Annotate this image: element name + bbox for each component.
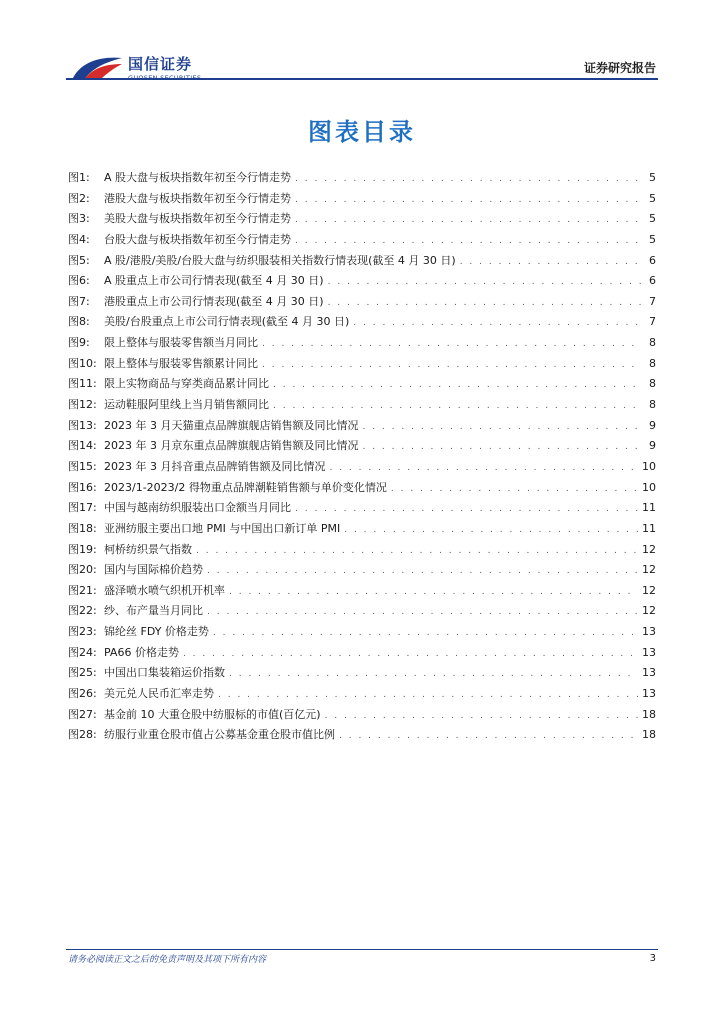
toc-entry-title: 限上实物商品与穿类商品累计同比 bbox=[104, 377, 269, 391]
guosen-logo bbox=[70, 52, 210, 86]
toc-entry-leader bbox=[207, 561, 638, 581]
toc-entry-label: 图16: bbox=[68, 480, 97, 494]
toc-entry-label: 图9: bbox=[68, 336, 90, 350]
toc-entry-leader bbox=[218, 685, 638, 705]
header-divider bbox=[66, 78, 658, 80]
toc-entry-title: 2023/1-2023/2 得物重点品牌潮鞋销售额与单价变化情况 bbox=[104, 480, 387, 494]
toc-entry-page: 13 bbox=[642, 666, 656, 680]
toc-entry-page: 11 bbox=[642, 521, 656, 535]
toc-entry[interactable] bbox=[68, 581, 656, 602]
toc-entry-label: 图15: bbox=[68, 459, 97, 473]
logo-chinese-name: 国信证券 bbox=[128, 55, 193, 73]
toc-entry[interactable] bbox=[68, 209, 656, 230]
toc-entry-leader bbox=[460, 252, 642, 272]
toc-entry-label: 图13: bbox=[68, 418, 97, 432]
toc-entry[interactable] bbox=[68, 684, 656, 705]
toc-entry-leader bbox=[329, 458, 638, 478]
toc-entry-label: 图5: bbox=[68, 253, 90, 267]
toc-entry-leader bbox=[362, 417, 642, 437]
toc-entry-label: 图18: bbox=[68, 521, 97, 535]
toc-entry[interactable] bbox=[68, 643, 656, 664]
toc-entry-label: 图11: bbox=[68, 377, 97, 391]
toc-entry-title: 台股大盘与板块指数年初至今行情走势 bbox=[104, 232, 291, 246]
toc-entry-leader bbox=[229, 582, 638, 602]
footer-divider bbox=[66, 949, 658, 950]
toc-entry-title: 美股大盘与板块指数年初至今行情走势 bbox=[104, 212, 291, 226]
toc-entry-title: 基金前 10 大重仓股中纺服标的市值(百亿元) bbox=[104, 707, 321, 721]
toc-entry[interactable] bbox=[68, 416, 656, 437]
toc-entry-page: 13 bbox=[642, 687, 656, 701]
toc-entry[interactable] bbox=[68, 663, 656, 684]
toc-entry[interactable] bbox=[68, 622, 656, 643]
toc-entry-leader bbox=[207, 602, 638, 622]
toc-entry-label: 图3: bbox=[68, 212, 90, 226]
toc-entry[interactable] bbox=[68, 457, 656, 478]
toc-entry[interactable] bbox=[68, 312, 656, 333]
toc-entry-page: 12 bbox=[642, 604, 656, 618]
toc-entry-leader bbox=[353, 313, 642, 333]
toc-entry-title: 2023 年 3 月天猫重点品牌旗舰店销售额及同比情况 bbox=[104, 418, 359, 432]
toc-entry[interactable] bbox=[68, 519, 656, 540]
toc-entry-label: 图10: bbox=[68, 356, 97, 370]
toc-entry-title: 纺服行业重仓股市值占公募基金重仓股市值比例 bbox=[104, 728, 335, 742]
logo-english-name: GUOSEN SECURITIES bbox=[128, 74, 202, 82]
toc-entry[interactable] bbox=[68, 189, 656, 210]
toc-entry-leader bbox=[295, 190, 642, 210]
toc-entry-page: 10 bbox=[642, 480, 656, 494]
toc-entry-label: 图8: bbox=[68, 315, 90, 329]
toc-entry-title: 限上整体与服装零售额当月同比 bbox=[104, 336, 258, 350]
toc-entry-label: 图28: bbox=[68, 728, 97, 742]
toc-entry-title: 2023 年 3 月抖音重点品牌销售额及同比情况 bbox=[104, 459, 326, 473]
toc-entry-label: 图14: bbox=[68, 439, 97, 453]
toc-entry-title: 港股重点上市公司行情表现(截至 4 月 30 日) bbox=[104, 294, 324, 308]
page-title: 图表目录 bbox=[308, 118, 416, 146]
page-number: 3 bbox=[649, 953, 656, 964]
toc-entry-page: 7 bbox=[649, 315, 656, 329]
toc-entry-title: 运动鞋服阿里线上当月销售额同比 bbox=[104, 398, 269, 412]
toc-entry[interactable] bbox=[68, 292, 656, 313]
toc-entry-leader bbox=[229, 664, 638, 684]
toc-entry-page: 8 bbox=[649, 336, 656, 350]
toc-entry-title: 港股大盘与板块指数年初至今行情走势 bbox=[104, 191, 291, 205]
toc-entry-leader bbox=[391, 479, 638, 499]
toc-entry-page: 5 bbox=[649, 212, 656, 226]
toc-entry-page: 18 bbox=[642, 707, 656, 721]
toc-entry-title: A 股大盘与板块指数年初至今行情走势 bbox=[104, 171, 292, 184]
toc-entry-leader bbox=[273, 396, 642, 416]
toc-entry-page: 13 bbox=[642, 625, 656, 639]
toc-entry-page: 6 bbox=[649, 253, 656, 267]
toc-entry-title: 亚洲纺服主要出口地 PMI 与中国出口新订单 PMI bbox=[104, 521, 341, 535]
toc-entry[interactable] bbox=[68, 230, 656, 251]
toc-entry-label: 图2: bbox=[68, 191, 90, 205]
report-type-label: 证券研究报告 bbox=[583, 61, 656, 75]
toc-entry-title: A 股重点上市公司行情表现(截至 4 月 30 日) bbox=[104, 274, 324, 288]
toc-entry-page: 12 bbox=[642, 563, 656, 577]
toc-entry-page: 10 bbox=[642, 459, 656, 473]
toc-entry-label: 图26: bbox=[68, 687, 97, 701]
toc-entry[interactable] bbox=[68, 168, 656, 189]
toc-entry-title: 美元兑人民币汇率走势 bbox=[104, 687, 214, 701]
toc-entry[interactable] bbox=[68, 395, 656, 416]
toc-entry[interactable] bbox=[68, 478, 656, 499]
toc-entry[interactable] bbox=[68, 601, 656, 622]
toc-entry-title: A 股/港股/美股/台股大盘与纺织服装相关指数行情表现(截至 4 月 30 日) bbox=[104, 253, 456, 267]
toc-entry-page: 8 bbox=[649, 398, 656, 412]
toc-entry-page: 12 bbox=[642, 542, 656, 556]
toc-entry-label: 图25: bbox=[68, 666, 97, 680]
toc-entry[interactable] bbox=[68, 498, 656, 519]
toc-entry-title: 锦纶丝 FDY 价格走势 bbox=[104, 625, 209, 639]
toc-entry-label: 图23: bbox=[68, 625, 97, 639]
toc-entry-leader bbox=[362, 437, 642, 457]
toc-entry[interactable] bbox=[68, 540, 656, 561]
toc-entry-label: 图12: bbox=[68, 398, 97, 412]
toc-entry-page: 12 bbox=[642, 583, 656, 597]
toc-entry-page: 6 bbox=[649, 274, 656, 288]
toc-entry[interactable] bbox=[68, 560, 656, 581]
toc-entry-page: 11 bbox=[642, 501, 656, 515]
toc-entry-page: 13 bbox=[642, 645, 656, 659]
toc-entry[interactable] bbox=[68, 354, 656, 375]
toc-entry-title: 限上整体与服装零售额累计同比 bbox=[104, 356, 258, 370]
toc-entry-leader bbox=[262, 355, 642, 375]
toc-entry-title: 柯桥纺织景气指数 bbox=[104, 542, 192, 556]
table-of-figures bbox=[68, 168, 656, 746]
footer-disclaimer: 请务必阅读正文之后的免责声明及其项下所有内容 bbox=[68, 955, 267, 965]
toc-entry-page: 8 bbox=[649, 377, 656, 391]
toc-entry-page: 9 bbox=[649, 418, 656, 432]
toc-entry-leader bbox=[339, 726, 638, 746]
toc-entry[interactable] bbox=[68, 436, 656, 457]
toc-entry-leader bbox=[328, 293, 642, 313]
toc-entry-label: 图7: bbox=[68, 294, 90, 308]
toc-entry-label: 图27: bbox=[68, 707, 97, 721]
toc-entry-leader bbox=[196, 541, 638, 561]
toc-entry-leader bbox=[295, 169, 642, 189]
toc-entry-label: 图1: bbox=[68, 171, 90, 184]
toc-entry-title: 盛泽喷水喷气织机开机率 bbox=[104, 583, 225, 597]
toc-entry-page: 5 bbox=[649, 191, 656, 205]
toc-entry-page: 5 bbox=[649, 171, 656, 184]
toc-entry[interactable] bbox=[68, 333, 656, 354]
toc-entry-label: 图4: bbox=[68, 232, 90, 246]
page-header bbox=[0, 0, 724, 90]
toc-entry-title: 2023 年 3 月京东重点品牌旗舰店销售额及同比情况 bbox=[104, 439, 359, 453]
toc-entry-leader bbox=[295, 499, 638, 519]
toc-entry-page: 8 bbox=[649, 356, 656, 370]
toc-entry-label: 图6: bbox=[68, 274, 90, 288]
toc-entry-leader bbox=[295, 210, 642, 230]
toc-entry-leader bbox=[295, 231, 642, 251]
toc-entry-label: 图19: bbox=[68, 542, 97, 556]
toc-entry-title: 美股/台股重点上市公司行情表现(截至 4 月 30 日) bbox=[104, 315, 350, 329]
toc-entry-leader bbox=[344, 520, 638, 540]
toc-entry-title: 国内与国际棉价趋势 bbox=[104, 563, 203, 577]
toc-entry[interactable] bbox=[68, 251, 656, 272]
toc-entry-label: 图22: bbox=[68, 604, 97, 618]
toc-entry-title: 中国与越南纺织服装出口金额当月同比 bbox=[104, 501, 291, 515]
toc-entry-page: 18 bbox=[642, 728, 656, 742]
toc-entry-leader bbox=[213, 623, 638, 643]
toc-entry-leader bbox=[273, 375, 642, 395]
toc-entry-leader bbox=[183, 644, 638, 664]
toc-entry[interactable] bbox=[68, 271, 656, 292]
toc-entry[interactable] bbox=[68, 705, 656, 726]
toc-entry-label: 图20: bbox=[68, 563, 97, 577]
toc-entry-label: 图21: bbox=[68, 583, 97, 597]
toc-entry-leader bbox=[328, 272, 642, 292]
toc-entry-leader bbox=[325, 706, 638, 726]
toc-entry-page: 7 bbox=[649, 294, 656, 308]
toc-entry-leader bbox=[262, 334, 642, 354]
toc-entry-page: 9 bbox=[649, 439, 656, 453]
toc-entry-title: PA66 价格走势 bbox=[104, 645, 179, 659]
toc-entry-label: 图17: bbox=[68, 501, 97, 515]
toc-entry-label: 图24: bbox=[68, 645, 97, 659]
toc-entry-title: 纱、布产量当月同比 bbox=[104, 604, 203, 618]
toc-entry[interactable] bbox=[68, 374, 656, 395]
toc-entry[interactable] bbox=[68, 725, 656, 746]
toc-entry-page: 5 bbox=[649, 232, 656, 246]
toc-entry-title: 中国出口集装箱运价指数 bbox=[104, 666, 225, 680]
